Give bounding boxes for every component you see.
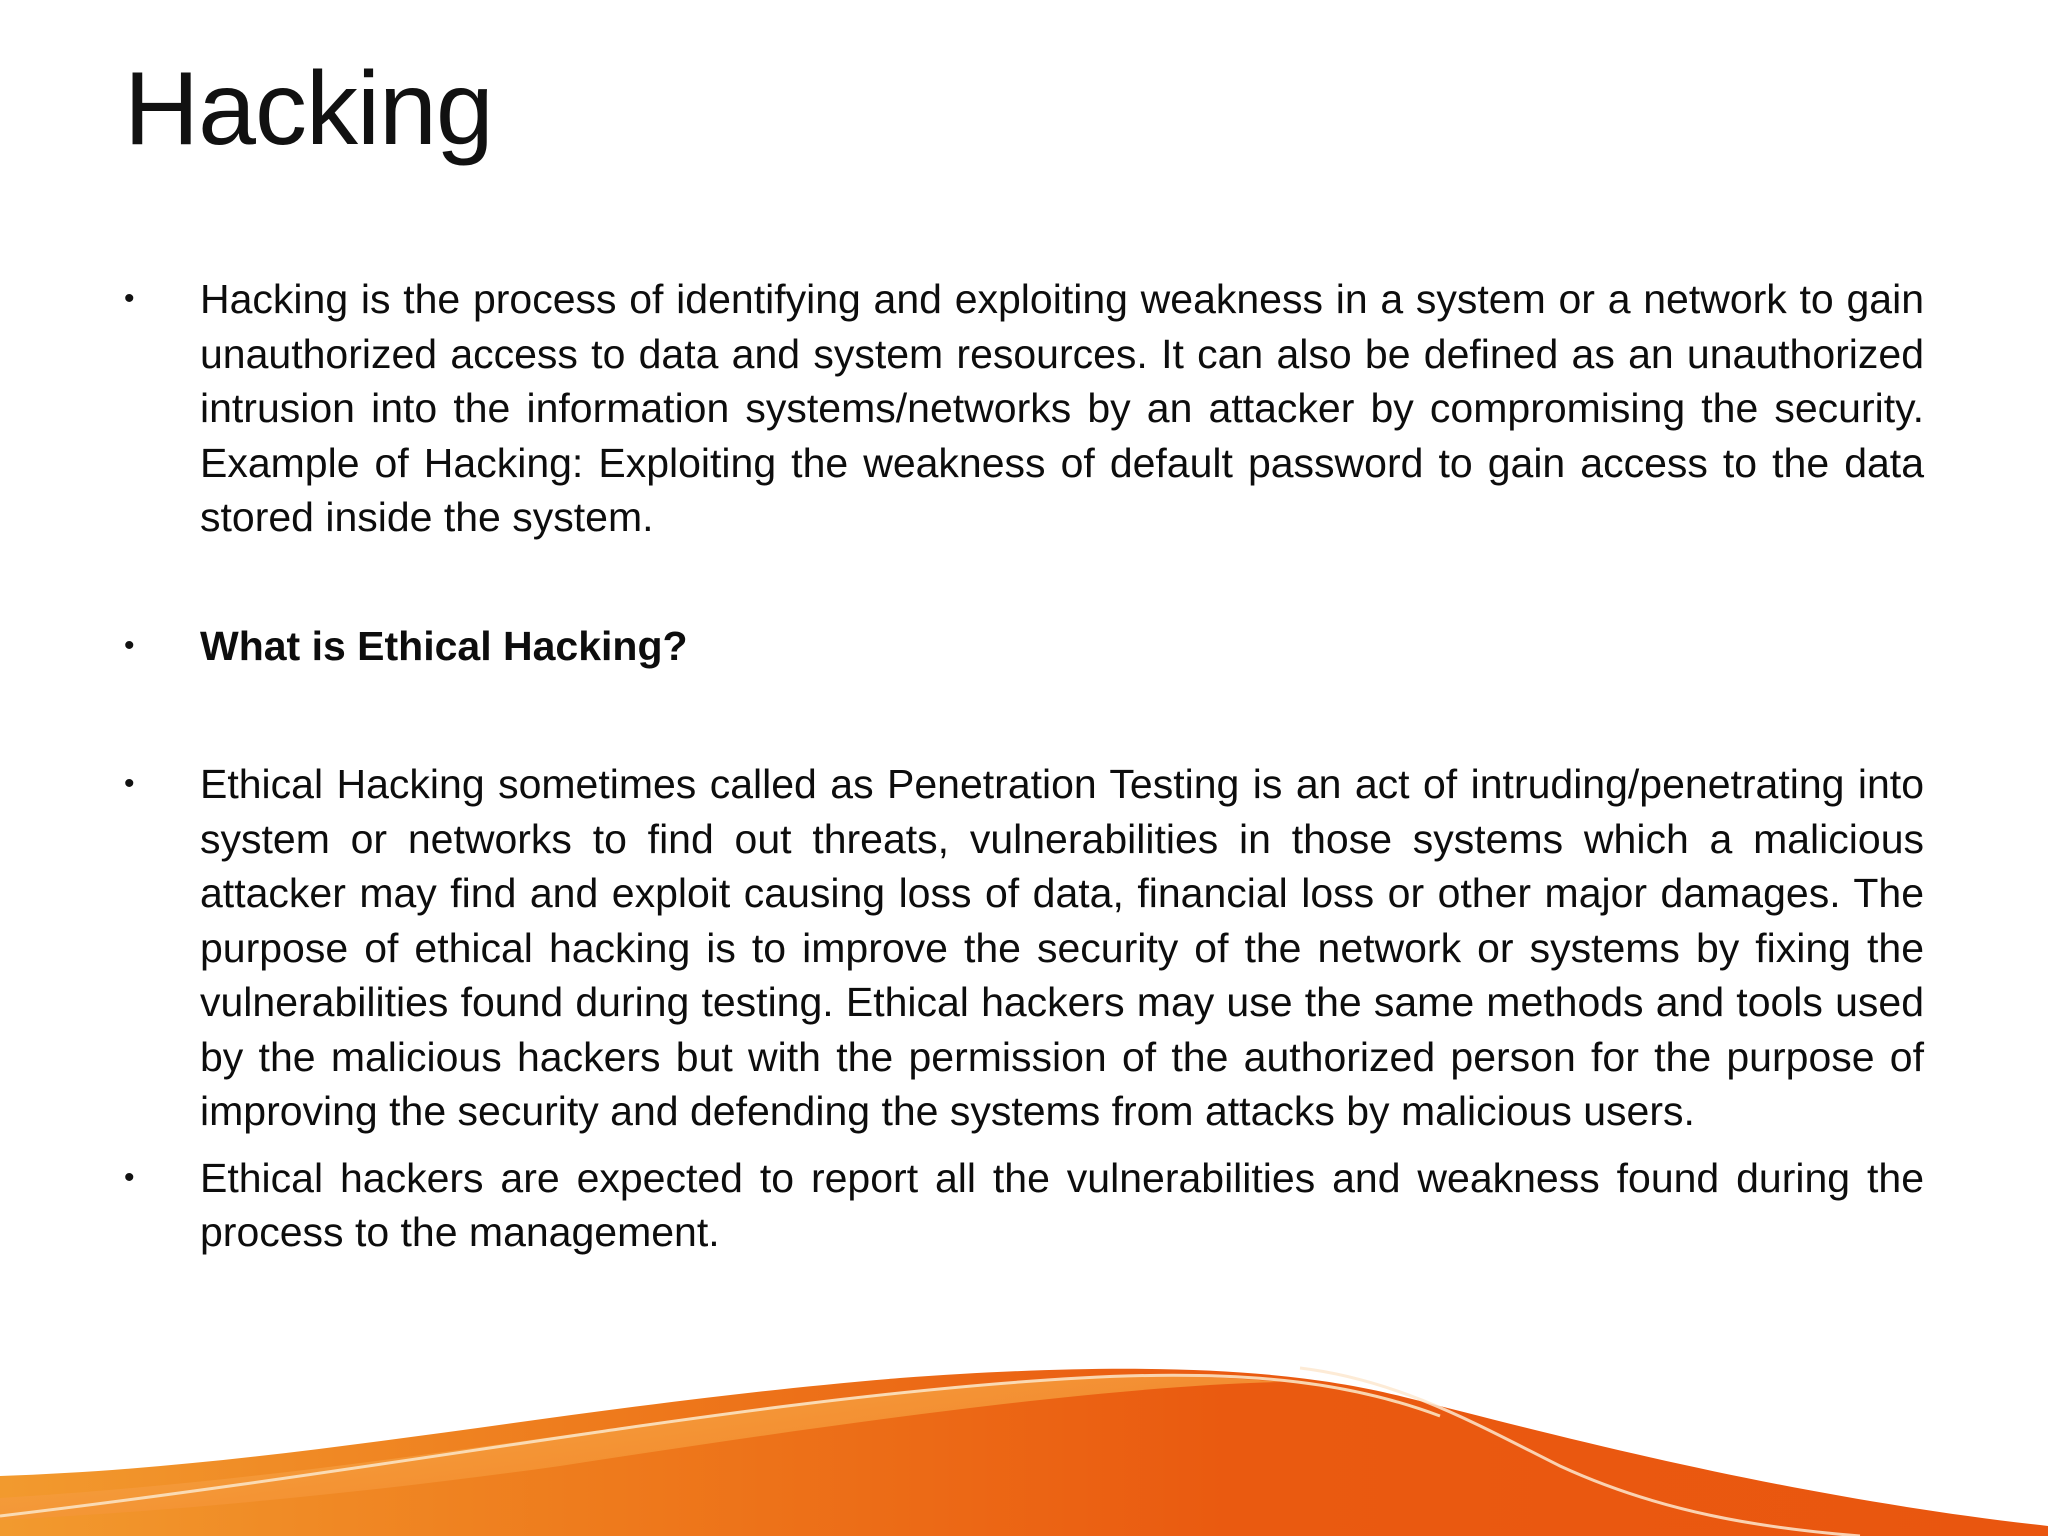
bullet-text-hacking-definition: Hacking is the process of identifying and exploiting weakness in a system or a network to gain unauthorized access to data and system resources. It can also be defined as an unauthorized intrusion into the information systems/networks by an attacker by compromising the security. Example of Hacking: Exploiting the weakness of default password to gain access to the data stored inside the system.: [200, 276, 1924, 540]
bullet-item-ethical-definition: [124, 757, 1924, 1139]
slide-title: Hacking: [124, 51, 493, 167]
bullet-text-ethical-definition: Ethical Hacking sometimes called as Penetration Testing is an act of intruding/penetrating into system or networks to find out threats, vulnerabilities in those systems which a malicious attacker may find and exploit causing loss of data, financial loss or other major damages. The purpose of ethical hacking is to improve the security of the network or systems by fixing the vulnerabilities found during testing. Ethical hackers may use the same methods and tools used by the malicious hackers but with the permission of the authorized person for the purpose of improving the security and defending the systems from attacks by malicious users.: [200, 761, 1924, 1134]
bullet-item-reporting: [124, 1151, 1924, 1260]
bullet-point-icon: •: [124, 1160, 135, 1194]
bullet-point-icon: •: [124, 767, 135, 800]
bullet-text-ethical-question: What is Ethical Hacking?: [200, 622, 688, 669]
bullet-point-icon: •: [124, 282, 135, 315]
bullet-point-icon: •: [124, 628, 135, 662]
bullet-item-ethical-question: [124, 619, 1924, 674]
bullet-text-reporting: Ethical hackers are expected to report all the vulnerabilities and weakness found during the process to the management.: [200, 1154, 1924, 1255]
bullet-list: [124, 272, 1924, 1260]
bullet-item-hacking-definition: [124, 272, 1924, 545]
decorative-orange-wave: [0, 1316, 2048, 1536]
